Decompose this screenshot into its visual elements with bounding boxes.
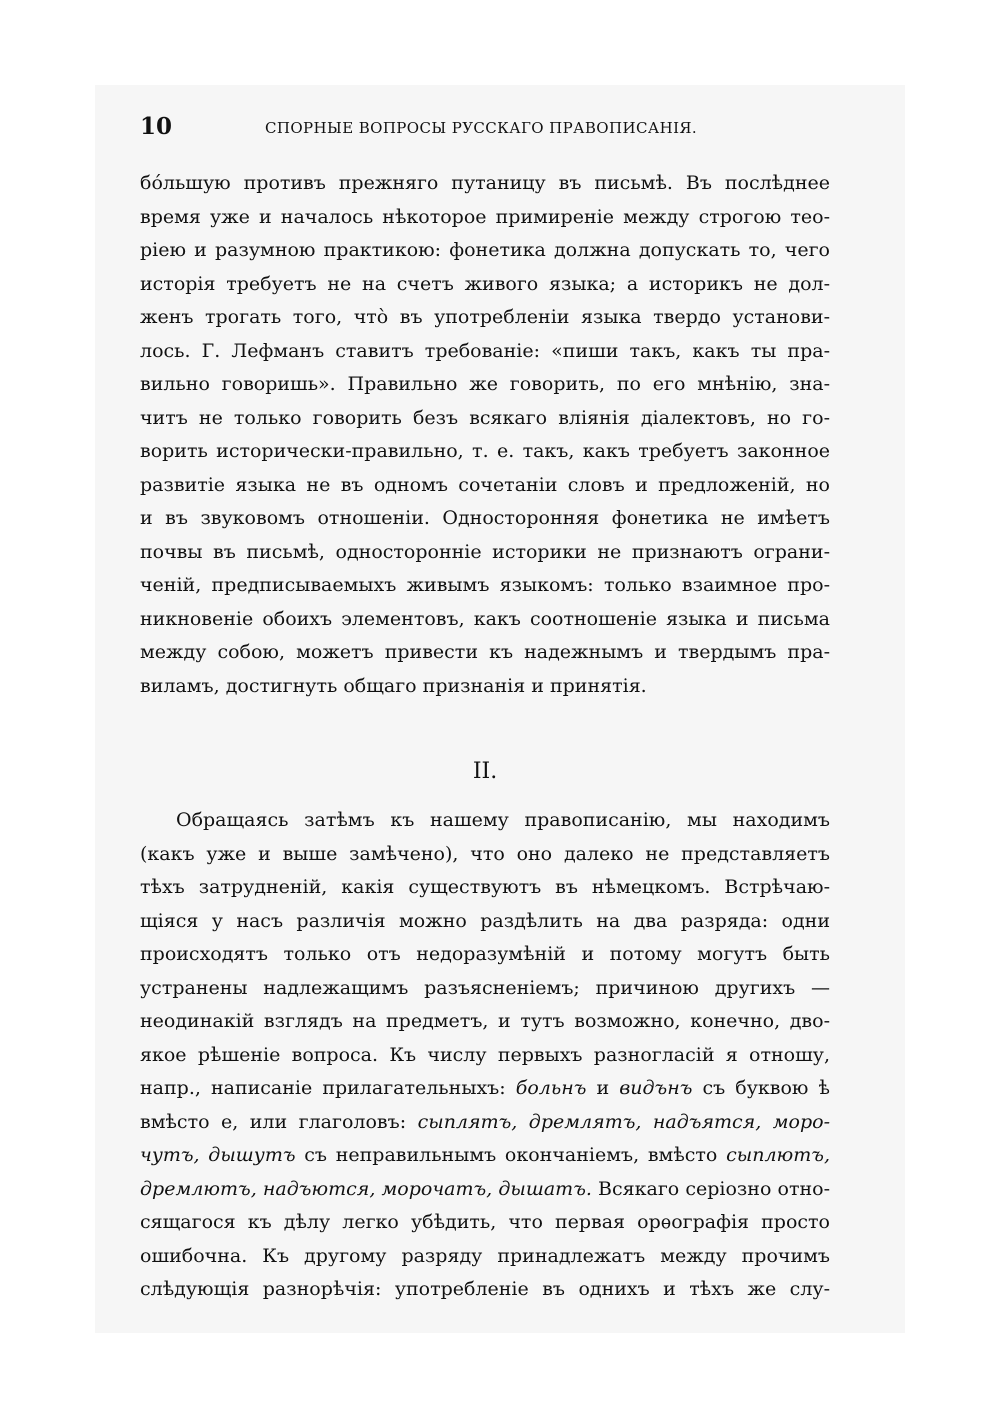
text-line: тѣхъ затрудненій, какія существуютъ въ нѣмецкомъ. Встрѣчаю- bbox=[140, 876, 830, 898]
text-line: почвы въ письмѣ, односторонніе историки не признаютъ ограни- bbox=[140, 540, 830, 563]
text-line: сящагося къ дѣлу легко убѣдить, что первая орѳографія просто bbox=[140, 1211, 830, 1233]
text-line: и въ звуковомъ отношеніи. Односторонняя фонетика не имѣетъ bbox=[140, 507, 830, 529]
text-line: вильно говоришь». Правильно же говорить, по его мнѣнію, зна- bbox=[140, 373, 830, 395]
text-line bbox=[140, 1106, 830, 1140]
italic-words: чутъ, дышутъ bbox=[140, 1144, 296, 1166]
text-line: неодинакій взглядъ на предметъ, и тутъ возможно, конечно, дво- bbox=[140, 1010, 830, 1032]
text-line: развитіе языка не въ одномъ сочетаніи словъ и предложеній, но bbox=[140, 473, 830, 496]
text-line bbox=[140, 1072, 830, 1106]
section-heading: II. bbox=[472, 759, 498, 784]
text-line: ченій, предписываемыхъ живымъ языкомъ: только взаимное про- bbox=[140, 574, 830, 596]
text-run: Всякаго серіозно отно- bbox=[598, 1177, 830, 1200]
page-header bbox=[140, 112, 840, 142]
paragraph-1 bbox=[140, 167, 830, 703]
text-line: время уже и началось нѣкоторое примиреніе между строгою тео- bbox=[140, 205, 830, 228]
text-run: напр., написаніе прилагательныхъ: bbox=[140, 1077, 506, 1099]
text-line: бо́льшую противъ прежняго путаницу въ письмѣ. Въ послѣднее bbox=[140, 172, 830, 194]
italic-words: дремлютъ, надъются, морочатъ, дышатъ. bbox=[140, 1177, 592, 1200]
text-line bbox=[140, 1139, 830, 1173]
text-line: ворить исторически-правильно, т. е. такъ, какъ требуетъ законное bbox=[140, 440, 830, 462]
italic-word: больнъ bbox=[515, 1077, 587, 1099]
text-line: исторія требуетъ не на счетъ живого языка; а историкъ не дол- bbox=[140, 272, 830, 295]
text-line: Обращаясь затѣмъ къ нашему правописанію, мы находимъ bbox=[176, 809, 830, 831]
text-run: и bbox=[596, 1077, 610, 1099]
text-line: виламъ, достигнуть общаго признанія и принятія. bbox=[140, 674, 647, 697]
text-line: щіяся у насъ различія можно раздѣлить на два разряда: одни bbox=[140, 909, 830, 932]
text-line: никновеніе обоихъ элементовъ, какъ соотношеніе языка и письма bbox=[140, 607, 830, 630]
text-line: ріею и разумною практикою: фонетика должна допускать то, чего bbox=[140, 239, 830, 261]
text-line: устранены надлежащимъ разъясненіемъ; причиною другихъ — bbox=[140, 976, 830, 999]
running-title: СПОРНЫЕ ВОПРОСЫ РУССКАГО ПРАВОПИСАНІЯ. bbox=[265, 119, 698, 137]
text-line: слѣдующія разнорѣчія: употребленіе въ однихъ и тѣхъ же слу- bbox=[140, 1278, 830, 1300]
text-line: лось. Г. Лефманъ ставитъ требованіе: «пиши такъ, какъ ты пра- bbox=[140, 339, 830, 362]
text-line: происходятъ только отъ недоразумѣній и потому могутъ быть bbox=[140, 943, 830, 965]
text-line: (какъ уже и выше замѣчено), что оно далеко не представляетъ bbox=[140, 842, 830, 865]
text-line: якое рѣшеніе вопроса. Къ числу первыхъ разногласій я отношу, bbox=[140, 1043, 830, 1066]
text-run: съ неправильнымъ окончаніемъ, вмѣсто bbox=[304, 1144, 718, 1166]
text-line: ошибочна. Къ другому разряду принадлежатъ между прочимъ bbox=[140, 1244, 830, 1267]
page-number: 10 bbox=[140, 113, 173, 140]
text-line: читъ не только говорить безъ всякаго вліянія діалектовъ, но го- bbox=[140, 406, 830, 429]
text-line: женъ трогать того, что̀ въ употребленіи языка твердо установи- bbox=[140, 306, 830, 328]
text-run: вмѣсто е, или глаголовъ: bbox=[140, 1110, 407, 1133]
text-line: между собою, можетъ привести къ надежнымъ и твердымъ пра- bbox=[140, 641, 830, 663]
italic-word: сыплютъ, bbox=[726, 1144, 830, 1166]
text-line bbox=[140, 1173, 830, 1207]
paragraph-2 bbox=[140, 804, 830, 1307]
italic-words: сыплятъ, дремлятъ, надъятся, моро- bbox=[417, 1110, 830, 1133]
italic-word: видънъ bbox=[619, 1077, 693, 1099]
text-run: съ буквою ѣ bbox=[702, 1077, 830, 1099]
